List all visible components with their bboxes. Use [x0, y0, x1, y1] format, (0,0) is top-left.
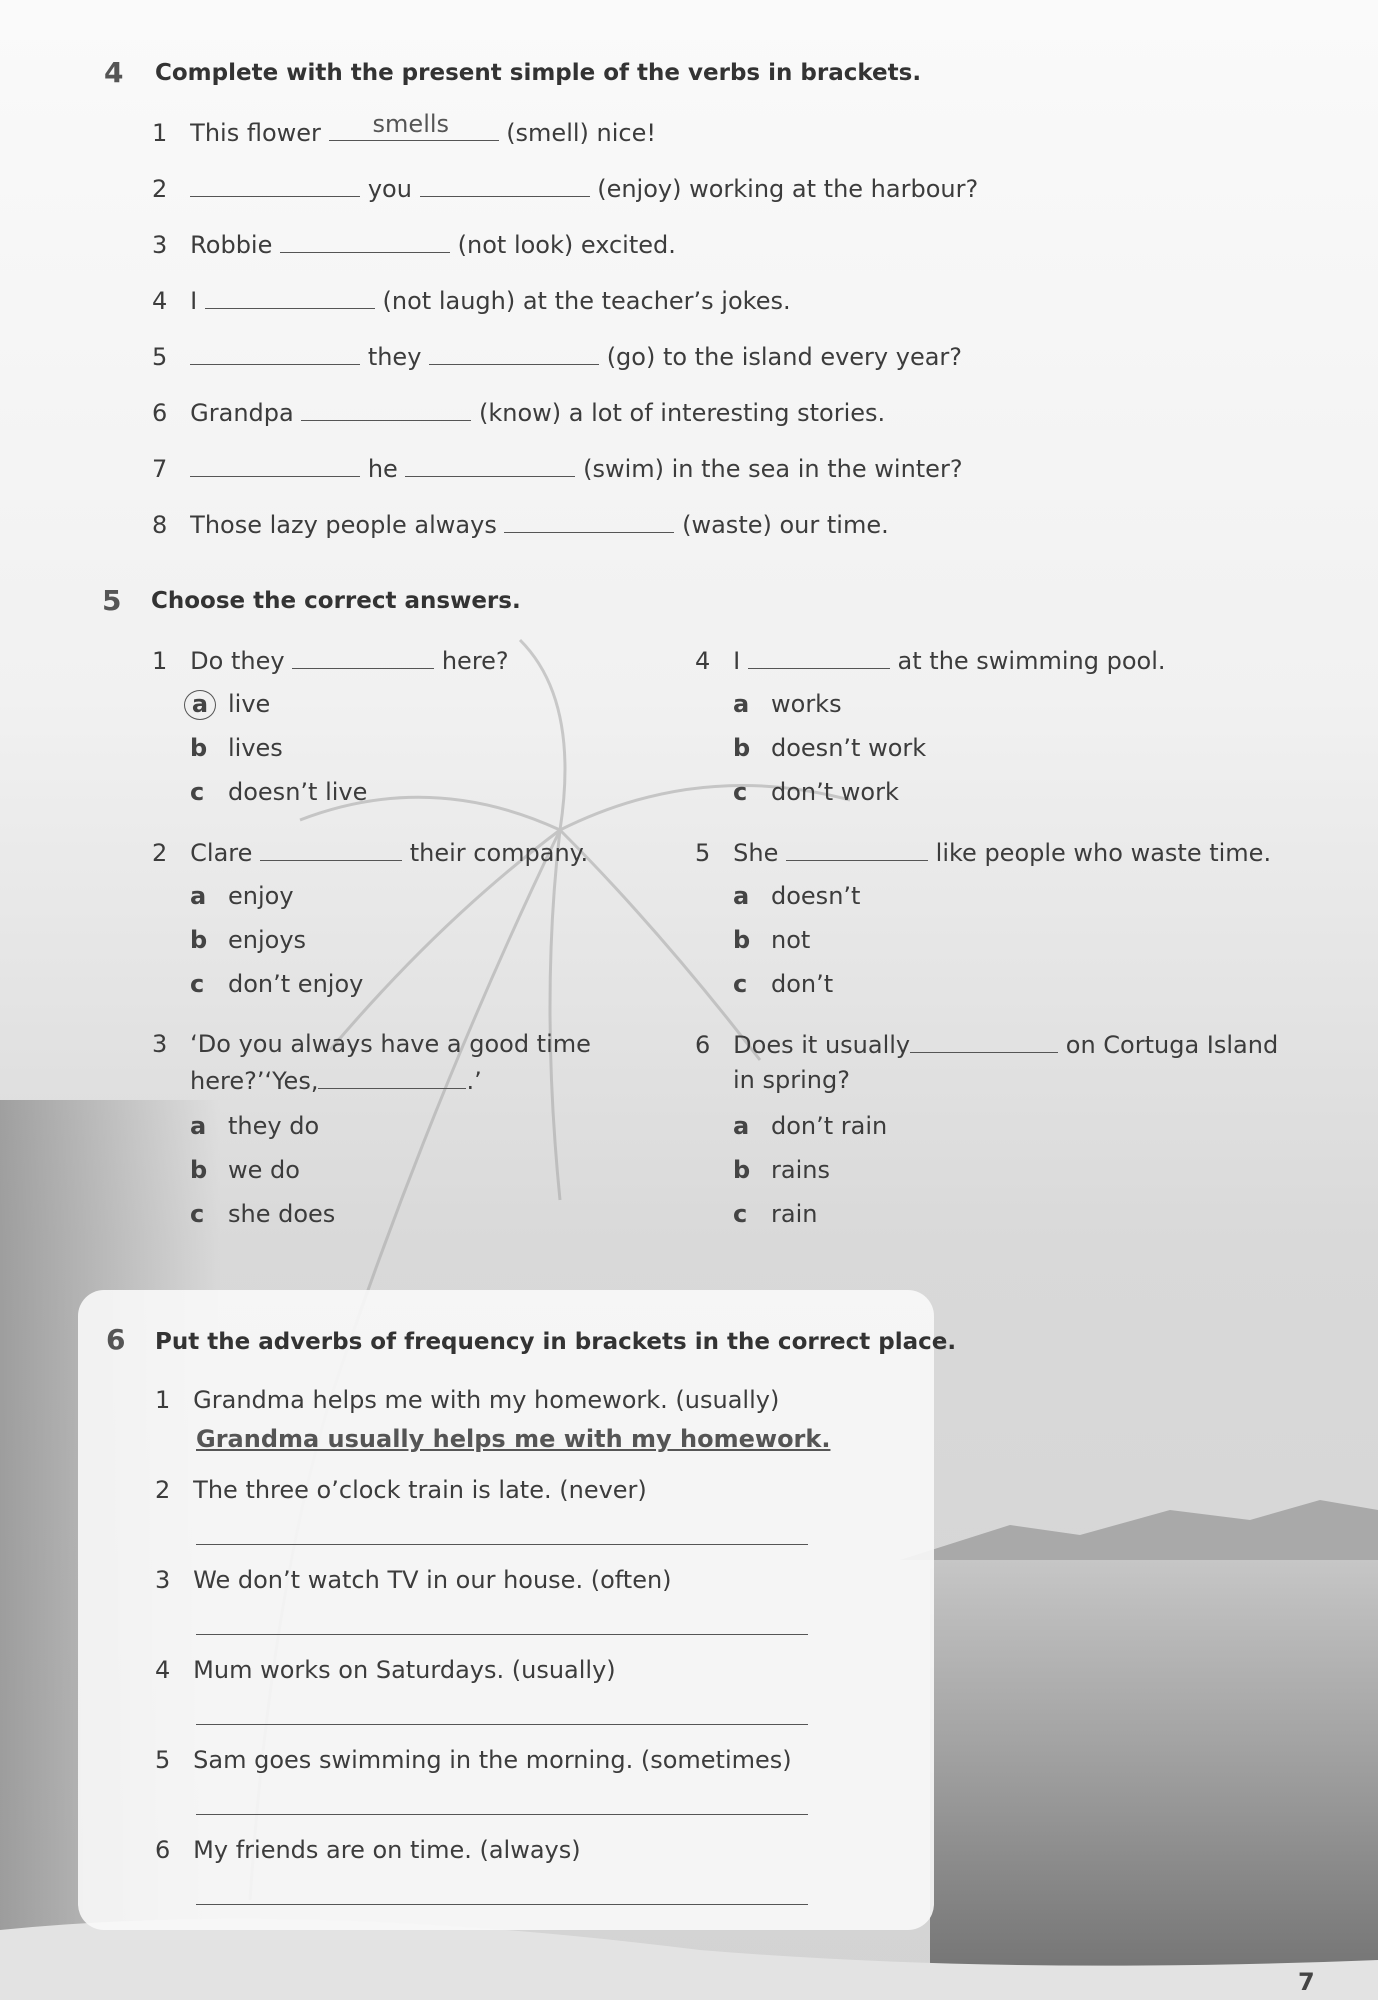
ex6-item-3 — [155, 1566, 672, 1594]
question-number: 1 — [152, 647, 168, 675]
question-number: 6 — [695, 1031, 711, 1059]
item-text: We don’t watch TV in our house. (often) — [193, 1566, 672, 1594]
answer-blank[interactable] — [280, 230, 450, 253]
ex4-item-6 — [152, 398, 885, 427]
option-text: enjoy — [228, 882, 294, 910]
item-text: (not look) excited. — [457, 231, 676, 259]
item-number: 3 — [152, 231, 168, 259]
item-number: 7 — [152, 455, 168, 483]
item-text: My friends are on time. (always) — [193, 1836, 581, 1864]
ex5-q5-option-c[interactable] — [733, 970, 833, 998]
ex6-item-4 — [155, 1656, 616, 1684]
ex5-question-4 — [695, 646, 1166, 675]
option-letter: b — [190, 1156, 208, 1184]
item-text: Mum works on Saturdays. (usually) — [193, 1656, 616, 1684]
ex6-item-1-handwritten-answer: Grandma usually helps me with my homework. — [196, 1425, 831, 1453]
ex5-q4-option-a[interactable] — [733, 690, 842, 718]
ex5-q1-option-b[interactable] — [190, 734, 283, 762]
item-text: Those lazy people always — [190, 511, 497, 539]
exercise-4-title: Complete with the present simple of the verbs in brackets. — [155, 60, 922, 86]
item-text: (enjoy) working at the harbour? — [597, 175, 979, 203]
item-text: Sam goes swimming in the morning. (sometimes) — [193, 1746, 792, 1774]
item-number: 6 — [152, 399, 168, 427]
option-text: she does — [228, 1200, 336, 1228]
ex6-item-4-answer-line[interactable] — [196, 1723, 808, 1725]
ex5-q5-option-b[interactable] — [733, 926, 810, 954]
answer-blank[interactable] — [205, 286, 375, 309]
item-text: (smell) nice! — [506, 119, 656, 147]
ex6-item-6 — [155, 1836, 581, 1864]
ex5-question-1 — [152, 646, 509, 675]
ex5-q4-option-c[interactable] — [733, 778, 899, 806]
option-text: don’t — [771, 970, 834, 998]
question-text: here? — [441, 647, 509, 675]
question-text: I — [733, 647, 741, 675]
ex4-item-3 — [152, 230, 676, 259]
page-number: 7 — [1298, 1968, 1315, 1996]
question-text: at the swimming pool. — [897, 647, 1166, 675]
item-number: 5 — [152, 343, 168, 371]
answer-blank[interactable] — [190, 174, 360, 197]
item-number: 2 — [152, 175, 168, 203]
answer-blank[interactable] — [318, 1066, 466, 1089]
option-letter: b — [733, 926, 751, 954]
ex4-item-5 — [152, 342, 962, 371]
answer-blank[interactable] — [292, 646, 434, 669]
ex5-q2-option-c[interactable] — [190, 970, 363, 998]
ex5-question-6 — [695, 1030, 1278, 1059]
item-text: Robbie — [190, 231, 273, 259]
question-number: 3 — [152, 1030, 168, 1058]
answer-circle: a — [184, 690, 216, 720]
exercise-5-title: Choose the correct answers. — [151, 588, 521, 614]
item-text: Grandpa — [190, 399, 294, 427]
question-text: like people who waste time. — [935, 839, 1272, 867]
ex5-q2-option-b[interactable] — [190, 926, 306, 954]
option-letter: b — [190, 926, 208, 954]
answer-blank[interactable] — [329, 110, 499, 141]
item-number: 2 — [155, 1476, 171, 1504]
ex5-q1-option-c[interactable] — [190, 778, 367, 806]
item-number: 1 — [152, 119, 168, 147]
option-text: don’t work — [771, 778, 899, 806]
option-letter: c — [733, 778, 748, 806]
item-text: (go) to the island every year? — [606, 343, 963, 371]
option-text: doesn’t live — [228, 778, 368, 806]
option-text: don’t enjoy — [228, 970, 364, 998]
option-text: not — [771, 926, 811, 954]
ex4-item-7 — [152, 454, 963, 483]
question-number: 2 — [152, 839, 168, 867]
ex4-item-8 — [152, 510, 889, 539]
item-number: 6 — [155, 1836, 171, 1864]
answer-blank[interactable] — [301, 398, 471, 421]
item-number: 8 — [152, 511, 168, 539]
item-text: (swim) in the sea in the winter? — [583, 455, 963, 483]
option-letter: c — [190, 1200, 205, 1228]
item-number: 4 — [152, 287, 168, 315]
ex6-item-5 — [155, 1746, 792, 1774]
item-text: (not laugh) at the teacher’s jokes. — [382, 287, 791, 315]
ex5-q6-option-b[interactable] — [733, 1156, 830, 1184]
question-text: She — [733, 839, 779, 867]
ex5-question-5 — [695, 838, 1271, 867]
item-text: I — [190, 287, 198, 315]
option-text: enjoys — [228, 926, 307, 954]
question-text: on Cortuga Island — [1065, 1031, 1279, 1059]
ex4-item-1 — [152, 110, 656, 147]
question-text: .’ — [466, 1067, 482, 1095]
answer-blank[interactable] — [190, 454, 360, 477]
ex5-q6-option-c[interactable] — [733, 1200, 817, 1228]
answer-blank[interactable] — [748, 646, 890, 669]
exercise-5-number: 5 — [102, 584, 122, 617]
option-letter: a — [733, 882, 750, 910]
option-letter: c — [190, 970, 205, 998]
item-text: he — [367, 455, 398, 483]
answer-blank[interactable] — [429, 342, 599, 365]
ex5-q6-option-a[interactable] — [733, 1112, 887, 1140]
option-letter: a — [190, 882, 207, 910]
answer-blank[interactable] — [504, 510, 674, 533]
ex5-q3-option-a[interactable] — [190, 1112, 319, 1140]
question-text: Do they — [190, 647, 285, 675]
exercise-4-number: 4 — [104, 56, 124, 89]
item-number: 3 — [155, 1566, 171, 1594]
option-text: they do — [228, 1112, 320, 1140]
option-letter: c — [733, 1200, 748, 1228]
handwritten-answer: smells — [372, 110, 450, 138]
answer-blank[interactable] — [910, 1030, 1058, 1053]
item-text: (waste) our time. — [682, 511, 889, 539]
answer-blank[interactable] — [190, 342, 360, 365]
option-letter: b — [733, 1156, 751, 1184]
ex6-item-2 — [155, 1476, 647, 1504]
question-number: 5 — [695, 839, 711, 867]
ex6-item-6-answer-line[interactable] — [196, 1903, 808, 1905]
question-text: here?’‘Yes, — [190, 1067, 319, 1095]
ex5-question-3 — [152, 1030, 591, 1058]
option-text: rain — [771, 1200, 818, 1228]
ex5-q3-option-c[interactable] — [190, 1200, 335, 1228]
option-letter: a — [733, 1112, 750, 1140]
item-text: (know) a lot of interesting stories. — [479, 399, 886, 427]
question-number: 4 — [695, 647, 711, 675]
option-text: rains — [771, 1156, 830, 1184]
ex6-item-5-answer-line[interactable] — [196, 1813, 808, 1815]
item-number: 1 — [155, 1386, 171, 1414]
option-letter: c — [733, 970, 748, 998]
option-letter: a — [733, 690, 750, 718]
answer-blank[interactable] — [260, 838, 402, 861]
item-number: 5 — [155, 1746, 171, 1774]
answer-blank[interactable] — [405, 454, 575, 477]
ex5-q4-option-b[interactable] — [733, 734, 926, 762]
question-text: their company. — [409, 839, 589, 867]
exercise-6-number: 6 — [106, 1323, 126, 1356]
ex5-q5-option-a[interactable] — [733, 882, 860, 910]
option-letter: a — [190, 1112, 207, 1140]
item-text: they — [367, 343, 422, 371]
option-text: we do — [228, 1156, 300, 1184]
option-letter: b — [733, 734, 751, 762]
ex6-item-3-answer-line[interactable] — [196, 1633, 808, 1635]
ex5-question-6-line-2: in spring? — [733, 1066, 850, 1094]
option-text: don’t rain — [771, 1112, 888, 1140]
option-text: works — [771, 690, 842, 718]
exercise-6-title: Put the adverbs of frequency in brackets in the correct place. — [155, 1329, 957, 1355]
item-number: 4 — [155, 1656, 171, 1684]
item-text: The three o’clock train is late. (never) — [193, 1476, 647, 1504]
ex6-item-1 — [155, 1386, 779, 1414]
ex4-item-2 — [152, 174, 978, 203]
question-text: Does it usually — [733, 1031, 911, 1059]
option-text: doesn’t — [771, 882, 861, 910]
option-text: doesn’t work — [771, 734, 927, 762]
option-text: live — [228, 690, 271, 718]
option-letter: b — [190, 734, 208, 762]
ex5-q3-option-b[interactable] — [190, 1156, 300, 1184]
question-text: ‘Do you always have a good time — [190, 1030, 591, 1058]
ex6-item-2-answer-line[interactable] — [196, 1543, 808, 1545]
option-letter: c — [190, 778, 205, 806]
item-text: This flower — [190, 119, 321, 147]
option-text: lives — [228, 734, 283, 762]
ex5-q2-option-a[interactable] — [190, 882, 294, 910]
ex4-item-4 — [152, 286, 791, 315]
item-text: Grandma helps me with my homework. (usually) — [193, 1386, 780, 1414]
ex5-q1-option-a[interactable] — [190, 690, 270, 720]
answer-blank[interactable] — [786, 838, 928, 861]
ex5-question-2 — [152, 838, 588, 867]
item-text: you — [367, 175, 412, 203]
question-text: Clare — [190, 839, 253, 867]
ex5-question-3-line-2 — [190, 1066, 482, 1095]
answer-blank[interactable] — [420, 174, 590, 197]
